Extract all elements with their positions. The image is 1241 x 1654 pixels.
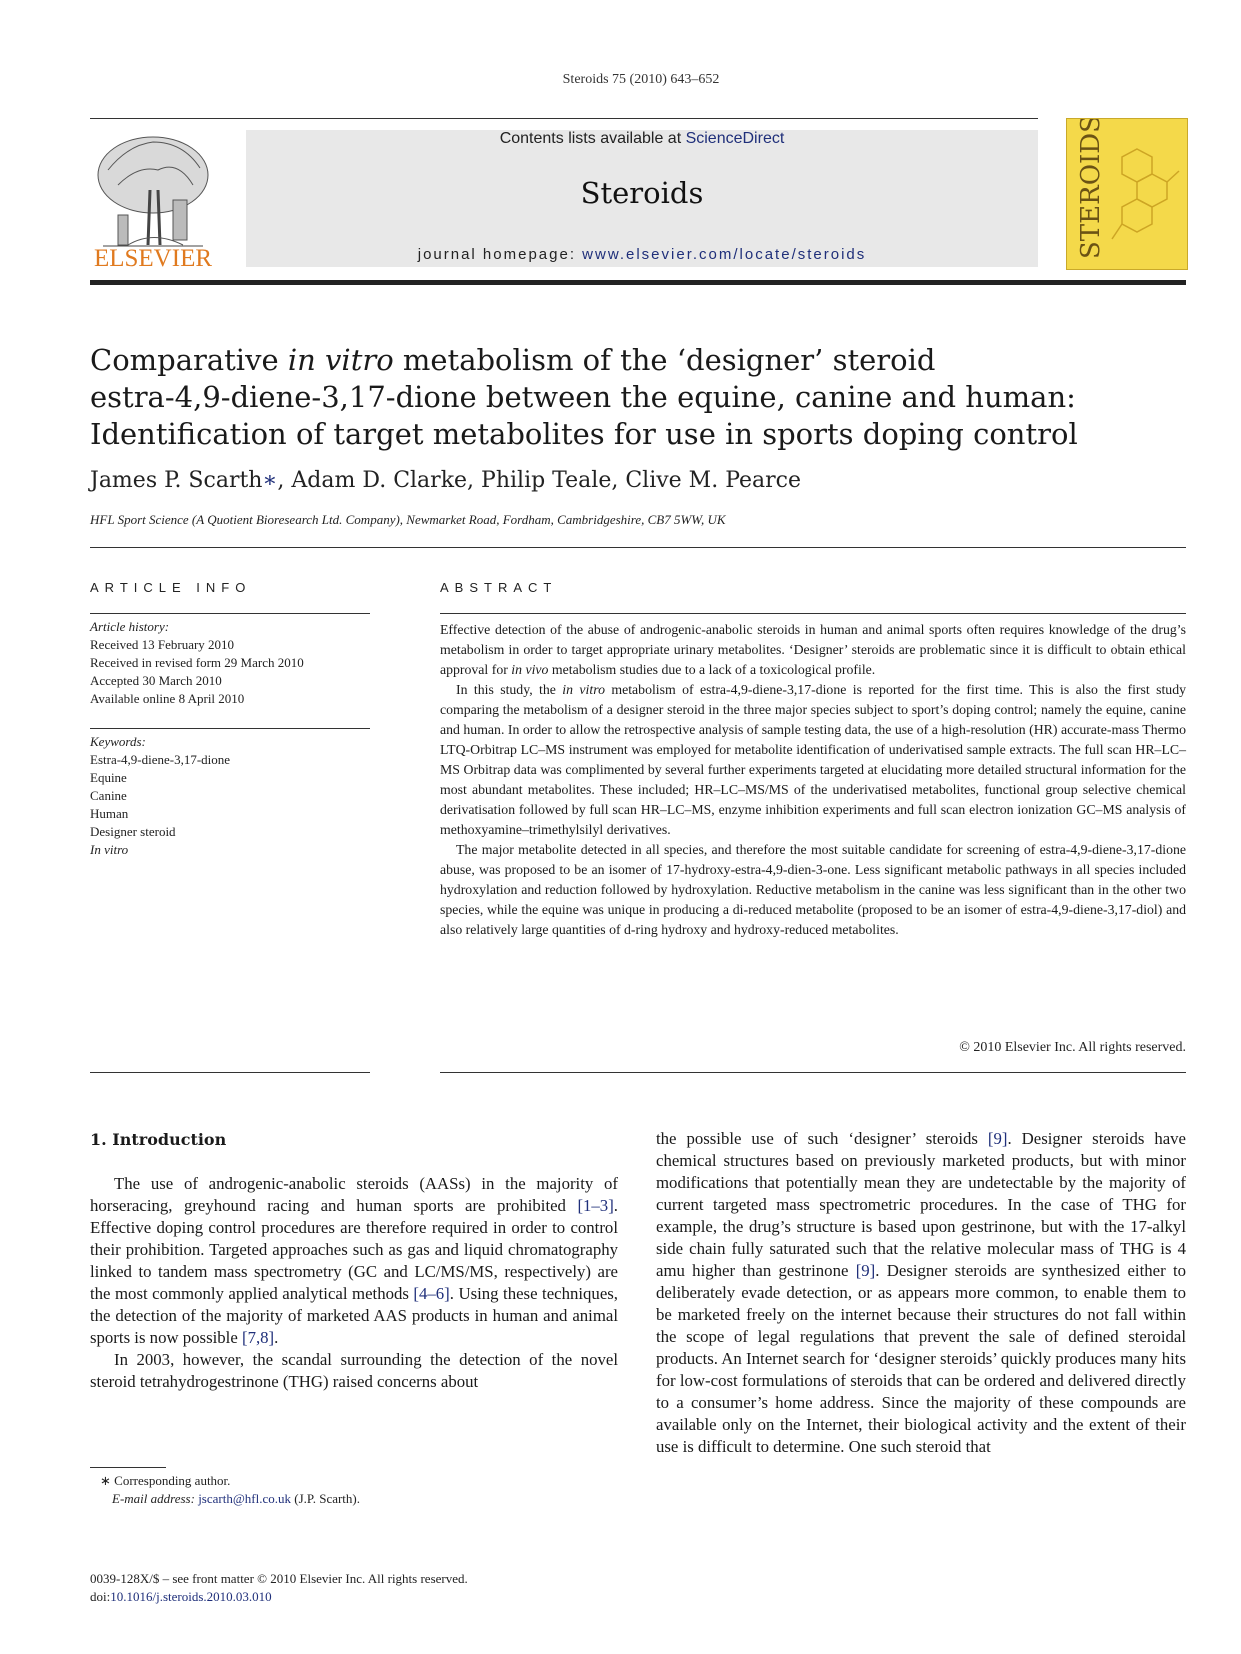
citation-link[interactable]: [9] bbox=[987, 1129, 1008, 1148]
homepage-link[interactable]: www.elsevier.com/locate/steroids bbox=[582, 246, 867, 263]
author-scarth[interactable]: James P. Scarth bbox=[90, 468, 263, 493]
body-paragraph: the possible use of such ‘designer’ steroids [9]. Designer steroids have chemical structures based on previously marketed products, but with minor modifications that potentially mean they are undetectable by the majority of current targeted mass spectrometric procedures. In the case of THG for example, the drug’s structure is based upon gestrinone, but with the 17-alkyl side chain fully saturated such that the relative molecular mass of THG is 4 amu higher than gestrinone [9]. Designer steroids are synthesized either to deliberately evade detection, or as appears more common, to enable them to be marketed freely on the internet because their structures do not fall within the scope of legal regulations that prevent the sale of defined steroidal products. An Internet search for ‘designer steroids’ quickly produces many hits for low-cost formulations of steroids that can be ordered and delivered directly to a consumer’s home address. Since the majority of these compounds are available only on the Internet, their biological activity and the extent of their use is difficult to determine. One such steroid that bbox=[656, 1129, 1186, 1456]
elsevier-wordmark: ELSEVIER bbox=[93, 245, 213, 270]
header-thick-rule bbox=[90, 280, 1186, 285]
abstract-paragraph-1: Effective detection of the abuse of androgenic-anabolic steroids in human and animal sports often requires knowledge of the drug’s metabolism in order to target appropriate urinary metabolites. ‘Designer’ steroids are problematic since it is difficult to obtain ethical approval for in vivo metabolism studies due to a lack of a toxicological profile. bbox=[440, 622, 1186, 677]
cover-title: STEROIDS bbox=[1076, 119, 1106, 259]
abstract-heading: ABSTRACT bbox=[440, 580, 558, 595]
journal-name: Steroids bbox=[580, 176, 704, 210]
corresponding-author-footnote bbox=[100, 1472, 600, 1508]
title-line-1: Comparative in vitro metabolism of the ‘designer’ steroid bbox=[90, 343, 936, 377]
journal-homepage bbox=[246, 246, 1038, 263]
footnote-mark: ∗ bbox=[100, 1473, 111, 1488]
keyword-item: Equine bbox=[90, 770, 127, 785]
title-divider bbox=[90, 547, 1186, 548]
body-paragraph: The use of androgenic-anabolic steroids (AASs) in the majority of horseracing, greyhound racing and human sports are prohibited [1–3]. Effective doping control procedures are therefore required in order to control their prohibition. Targeted approaches such as gas and liquid chromatography linked to tandem mass spectrometry (GC and LC/MS/MS, respectively) are the most commonly applied analytical methods [4–6]. Using these techniques, the detection of the majority of marketed AAS products in human and animal sports is now possible [7,8]. bbox=[90, 1174, 618, 1347]
keyword-item: In vitro bbox=[90, 842, 129, 857]
sciencedirect-link[interactable]: ScienceDirect bbox=[685, 130, 785, 147]
keyword-item: Canine bbox=[90, 788, 127, 803]
journal-cover-image[interactable] bbox=[1066, 118, 1188, 270]
citation-link[interactable]: [1–3] bbox=[577, 1196, 614, 1215]
citation-link[interactable]: [9] bbox=[855, 1261, 876, 1280]
title-line-2: estra-4,9-diene-3,17-dione between the equine, canine and human: bbox=[90, 380, 1076, 414]
section-heading-introduction: 1. Introduction bbox=[90, 1130, 227, 1149]
abstract-paragraph-3: The major metabolite detected in all species, and therefore the most suitable candidate for screening of estra-4,9-diene-3,17-dione abuse, was proposed to be an isomer of 17-hydroxy-estra-4,9-dien-3-one. Less significant metabolic pathways in all species included hydroxylation and reduction followed by hydroxylation. Reductive metabolism in the canine was less significant than in the other two species, while the equine was unique in producing a di-reduced metabolite (proposed to be an isomer of estra-4,9-diene-3,17-diol) and also relatively large quantities of d-ring hydroxy and hydroxy-reduced metabolites. bbox=[440, 842, 1186, 937]
email-link[interactable]: jscarth@hfl.co.uk bbox=[198, 1491, 292, 1506]
other-authors: , Adam D. Clarke, Philip Teale, Clive M. Pearce bbox=[277, 468, 801, 493]
keywords bbox=[90, 733, 370, 859]
affiliation: HFL Sport Science (A Quotient Bioresearch Ltd. Company), Newmarket Road, Fordham, Cambridgeshire, CB7 5WW, UK bbox=[90, 512, 726, 527]
article-info-heading: ARTICLE INFO bbox=[90, 580, 252, 595]
history-online: Available online 8 April 2010 bbox=[90, 691, 245, 706]
history-received: Received 13 February 2010 bbox=[90, 637, 235, 652]
article-history bbox=[90, 618, 370, 708]
keywords-rule bbox=[90, 728, 370, 729]
keyword-item: Designer steroid bbox=[90, 824, 176, 839]
history-accepted: Accepted 30 March 2010 bbox=[90, 673, 222, 688]
abstract-top-rule bbox=[440, 613, 1186, 614]
article-info-rule bbox=[90, 613, 370, 614]
email-line: E-mail address: jscarth@hfl.co.uk (J.P. Scarth). bbox=[112, 1491, 360, 1506]
issn-line: 0039-128X/$ – see front matter © 2010 Elsevier Inc. All rights reserved. bbox=[90, 1571, 468, 1586]
footnote-rule bbox=[90, 1467, 166, 1468]
author-list bbox=[90, 468, 801, 493]
front-matter bbox=[90, 1570, 690, 1606]
article-info-bottom-rule bbox=[90, 1072, 370, 1073]
doi-line: doi:10.1016/j.steroids.2010.03.010 bbox=[90, 1589, 272, 1604]
abstract-paragraph-2: In this study, the in vitro metabolism of estra-4,9-diene-3,17-dione is reported for the first time. This is also the first study comparing the metabolism of a designer steroid in the three major species subject to sport’s doping control; namely the equine, canine and human. In order to allow the retrospective analysis of sample testing data, the use of a high-resolution (HR) accurate-mass Thermo LTQ-Orbitrap LC–MS instrument was employed for metabolite identification of underivatised sample extracts. The full scan HR–LC–MS Orbitrap data was complimented by several further experiments targeted at elucidating more detailed structural information for the most abundant metabolites. These included; HR–LC–MS/MS of the underivatised metabolites, functional group selective chemical derivatisation followed by full scan HR–LC–MS, enzyme inhibition experiments and full scan electron ionization GC–MS analysis of methoxyamine–trimethylsilyl derivatives. bbox=[440, 682, 1186, 837]
contents-prefix: Contents lists available at bbox=[499, 130, 686, 147]
title-line-3: Identification of target metabolites for use in sports doping control bbox=[90, 417, 1078, 451]
abstract-text bbox=[440, 620, 1186, 940]
citation-link[interactable]: [7,8] bbox=[241, 1328, 275, 1347]
footnote-line: ∗ Corresponding author. bbox=[100, 1473, 231, 1488]
contents-availability bbox=[246, 130, 1038, 148]
history-revised: Received in revised form 29 March 2010 bbox=[90, 655, 304, 670]
doi-link[interactable]: 10.1016/j.steroids.2010.03.010 bbox=[110, 1589, 272, 1604]
keywords-label: Keywords: bbox=[90, 734, 146, 749]
article-title bbox=[90, 342, 1090, 453]
elsevier-logo[interactable] bbox=[88, 130, 218, 270]
header-top-rule bbox=[90, 118, 1038, 119]
keyword-item: Estra-4,9-diene-3,17-dione bbox=[90, 752, 231, 767]
abstract-copyright: © 2010 Elsevier Inc. All rights reserved. bbox=[959, 1040, 1186, 1055]
abstract-bottom-rule bbox=[440, 1072, 1186, 1073]
body-column-right bbox=[656, 1128, 1186, 1458]
citation-link[interactable]: [4–6] bbox=[413, 1284, 450, 1303]
journal-citation: Steroids 75 (2010) 643–652 bbox=[562, 72, 720, 87]
body-paragraph: In 2003, however, the scandal surrounding the detection of the novel steroid tetrahydrogestrinone (THG) raised concerns about bbox=[90, 1350, 618, 1391]
homepage-prefix: journal homepage: bbox=[417, 246, 583, 263]
body-column-left bbox=[90, 1173, 618, 1393]
history-label: Article history: bbox=[90, 619, 170, 634]
keyword-item: Human bbox=[90, 806, 129, 821]
cover-molecule-icon bbox=[1067, 119, 1187, 269]
corresponding-author-mark[interactable]: ∗ bbox=[262, 468, 278, 493]
elsevier-tree-icon bbox=[88, 130, 218, 270]
